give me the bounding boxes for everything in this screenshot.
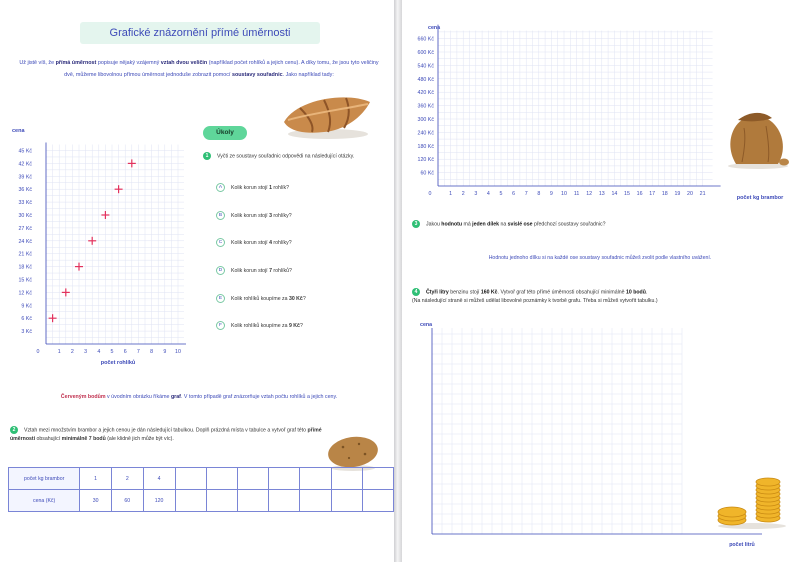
x-tick-label: 15 <box>624 191 630 197</box>
x-tick-label: 4 <box>97 349 101 355</box>
x-tick-label: 1 <box>57 349 61 355</box>
x-tick-label: 7 <box>136 349 140 355</box>
data-point <box>49 314 57 322</box>
data-point <box>101 211 109 219</box>
x-tick-label: 5 <box>499 191 503 197</box>
x-tick-label: 11 <box>573 191 580 197</box>
y-tick-label: 24 Kč <box>18 238 32 245</box>
coins-icon <box>712 474 788 530</box>
task-number-badge: 2 <box>10 426 18 434</box>
task-2: 2 Vztah mezi množstvím brambor a jejich cenou je dán následující tabulkou. Doplň prázdná místa v tabulce a vytvoř graf této přímé úměrnosti obsahující minimálně 7 bodů (ale klidně jich může být víc). <box>10 427 322 443</box>
intro-text: Už jistě víš, že přímá úměrnost popisuje nějaký vzájemný vztah dvou veličin (například počet rohlíků a jejich cenu). A díky tomu, že jsou tyto veličiny dvě, můžeme libovolnou přímou úměrnost jednoduše zobrazit pomocí soustavy souřadnic. Jako například tady: <box>19 60 379 78</box>
table-cell[interactable] <box>331 468 362 490</box>
x-tick-label: 20 <box>687 191 693 197</box>
x-tick-label: 2 <box>70 349 74 355</box>
table-cell: 2 <box>111 468 143 490</box>
y-tick-label: 30 Kč <box>18 213 32 219</box>
y-tick-label: 18 Kč <box>18 264 32 271</box>
x-tick-label: 7 <box>524 191 528 197</box>
y-tick-label: 9 Kč <box>21 303 32 310</box>
question-item: B Kolik korun stojí 3 rohlíky? <box>216 211 292 221</box>
table-cell[interactable] <box>300 468 331 490</box>
y-tick-label: 240 Kč <box>417 130 434 137</box>
table-cell[interactable] <box>206 490 237 512</box>
y-tick-label: 6 Kč <box>21 316 32 323</box>
left-page <box>0 0 394 562</box>
table-cell: 4 <box>143 468 175 490</box>
x-tick-label: 10 <box>561 191 567 197</box>
potato-icon <box>325 432 381 472</box>
table-cell: 1 <box>80 468 112 490</box>
x-tick-label: 17 <box>649 191 656 197</box>
table-cell[interactable] <box>269 490 300 512</box>
task-1: 1 Vyčti ze soustavy souřadnic odpovědi na následující otázky. <box>203 152 383 161</box>
y-tick-label: 540 Kč <box>417 63 434 70</box>
table-row <box>9 468 394 490</box>
x-tick-label: 5 <box>110 349 114 355</box>
task-4: 4 Čtyři litry benzinu stojí 160 Kč. Vytvoř graf této přímé úměrnosti obsahující minimálně 10 bodů. (Na následující straně si můžeš udělat libovolné poznámky k tvorbě grafu. Třeba si můžeš vytvořit tabulku.) <box>412 289 658 305</box>
y-axis-label: cena <box>428 25 441 31</box>
y-tick-label: 15 Kč <box>18 277 32 284</box>
question-item: D Kolik korun stojí 7 rohlíků? <box>216 266 292 276</box>
x-tick-label: 3 <box>474 191 478 197</box>
x-tick-label: 0 <box>428 191 432 197</box>
y-tick-label: 180 Kč <box>417 143 434 150</box>
y-tick-label: 36 Kč <box>18 187 32 194</box>
x-axis-label: počet litrů <box>729 542 755 548</box>
x-tick-label: 14 <box>611 191 618 197</box>
x-tick-label: 13 <box>598 191 605 197</box>
graph-caption: Červeným bodům v úvodním obrázku říkáme graf. V tomto případě graf znázorňuje vztah počtu rohlíků a jejich ceny. <box>60 394 338 400</box>
task-3: 3 Jakou hodnotu má jeden dílek na svislé ose předchozí soustavy souřadnic? <box>412 220 782 229</box>
table-cell[interactable] <box>300 490 331 512</box>
y-tick-label: 39 Kč <box>18 174 32 181</box>
data-point <box>62 288 70 296</box>
question-letter: C <box>216 238 225 247</box>
x-tick-label: 9 <box>163 349 167 355</box>
table-cell: 30 <box>80 490 112 512</box>
table-cell[interactable] <box>362 490 393 512</box>
x-tick-label: 4 <box>486 191 490 197</box>
y-tick-label: 360 Kč <box>417 103 434 110</box>
y-tick-label: 480 Kč <box>417 76 434 83</box>
y-tick-label: 27 Kč <box>18 225 32 232</box>
table-cell[interactable] <box>175 468 206 490</box>
question-letter: A <box>216 183 225 192</box>
y-axis-label: cena <box>420 322 433 328</box>
table-row-label: cena (Kč) <box>9 490 80 512</box>
x-tick-label: 16 <box>636 191 643 197</box>
data-point <box>115 185 123 193</box>
y-tick-label: 42 Kč <box>18 161 32 168</box>
x-tick-label: 3 <box>84 349 88 355</box>
x-tick-label: 6 <box>123 349 127 355</box>
x-axis-label: počet kg brambor <box>736 195 784 201</box>
x-tick-label: 2 <box>461 191 465 197</box>
question-letter: F <box>216 321 225 330</box>
y-axis-label: cena <box>12 128 25 134</box>
table-row <box>9 490 394 512</box>
question-letter: D <box>216 266 225 275</box>
rolls-price-chart <box>4 122 190 372</box>
y-tick-label: 12 Kč <box>18 290 32 297</box>
question-item: F Kolik rohlíků koupíme za 9 Kč? <box>216 321 303 331</box>
table-cell[interactable] <box>175 490 206 512</box>
x-tick-label: 8 <box>537 191 541 197</box>
table-row-label: počet kg brambor <box>9 468 80 490</box>
table-cell[interactable] <box>362 468 393 490</box>
x-axis-label: počet rohlíků <box>100 360 136 366</box>
data-point <box>128 159 136 167</box>
y-tick-label: 120 Kč <box>417 157 434 164</box>
y-tick-label: 420 Kč <box>417 90 434 97</box>
table-cell[interactable] <box>269 468 300 490</box>
croissant-icon <box>278 92 376 142</box>
x-tick-label: 19 <box>674 191 681 197</box>
task-number-badge: 3 <box>412 220 420 228</box>
table-cell[interactable] <box>331 490 362 512</box>
x-tick-label: 18 <box>661 191 668 197</box>
book-spine <box>394 0 402 562</box>
table-cell[interactable] <box>206 468 237 490</box>
potato-price-table <box>8 467 394 512</box>
y-tick-label: 3 Kč <box>21 329 32 336</box>
question-item: E Kolik rohlíků koupíme za 30 Kč? <box>216 294 306 304</box>
question-letter: E <box>216 294 225 303</box>
table-cell: 60 <box>111 490 143 512</box>
question-item: C Kolik korun stojí 4 rohlíky? <box>216 238 292 248</box>
data-point <box>75 263 83 271</box>
y-tick-label: 60 Kč <box>420 170 434 177</box>
x-tick-label: 8 <box>150 349 154 355</box>
table-cell[interactable] <box>237 490 268 512</box>
question-item: A Kolik korun stojí 1 rohlík? <box>216 183 289 193</box>
x-tick-label: 10 <box>175 349 181 355</box>
x-tick-label: 0 <box>36 349 40 355</box>
x-tick-label: 1 <box>449 191 453 197</box>
axis-hint: Hodnotu jednoho dílku si na každé ose soustavy souřadnic můžeš zvolit podle vlastního uvážení. <box>488 255 712 261</box>
x-tick-label: 6 <box>512 191 516 197</box>
y-tick-label: 21 Kč <box>18 251 32 258</box>
task-number-badge: 4 <box>412 288 420 296</box>
y-tick-label: 33 Kč <box>18 200 32 207</box>
table-cell[interactable] <box>237 468 268 490</box>
table-cell: 120 <box>143 490 175 512</box>
x-tick-label: 9 <box>549 191 553 197</box>
question-letter: B <box>216 211 225 220</box>
data-point <box>88 237 96 245</box>
potato-sack-icon <box>722 108 792 170</box>
x-tick-label: 21 <box>699 191 706 197</box>
y-tick-label: 660 Kč <box>417 36 434 43</box>
y-tick-label: 300 Kč <box>417 117 434 123</box>
y-tick-label: 600 Kč <box>417 50 434 56</box>
page-title: Grafické znázornění přímé úměrnosti <box>80 22 320 44</box>
tasks-badge: Úkoly <box>203 126 247 140</box>
task-number-badge: 1 <box>203 152 211 160</box>
x-tick-label: 12 <box>586 191 593 197</box>
y-tick-label: 45 Kč <box>18 148 32 155</box>
